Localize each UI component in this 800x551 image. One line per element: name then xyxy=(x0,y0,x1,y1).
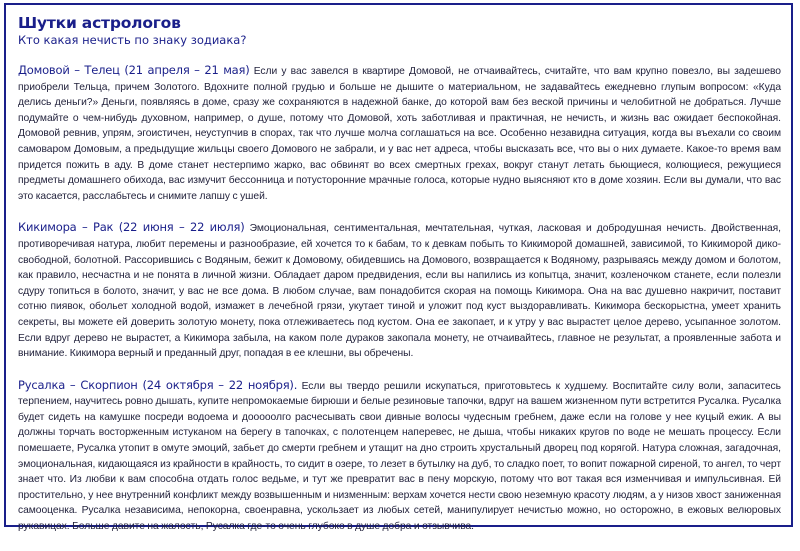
article-content xyxy=(18,14,781,551)
section-heading-kikimora: Кикимора – Рак (22 июня – 22 июля) xyxy=(18,220,245,235)
section-rusalka xyxy=(18,378,781,535)
section-heading-domovoy: Домовой – Телец (21 апреля – 21 мая) xyxy=(18,63,250,77)
section-body-kikimora: Эмоциональная, сентиментальная, мечтательная, чуткая, ласковая и добродушная нечисть. Двойственная, противоречивая натура, любит перемены и разнообразие, ей хочется то к бабам, то к девкам побыть то Кикиморой домашней, зависимой, то Кикиморой дико-свободной, болотной. Рассорившись с Водяным, бежит к Домовому, обидевшись на Домового, возвращается к Водяному, разрываясь между домом и болотом, как правило, несчастна и не понята в личной жизни. Обладает даром предвидения, если вы напились из копытца, значит, козленочком станете, если полезли сдуру топиться в болото, значит, у вас не все дома. В любом случае, вам понадобится скорая на помощь Кикимора. Она на вас душевно накричит, поставит сотню пиявок, обольет холодной водой, измажет в лечебной грязи, укутает тиной и уложит под куст выздоравливать. Кикимора бескорыстна, умеет хранить секреты, вы можете ей доверить золотую монету, пока отлеживаетесь под кустом. Она ее закопает, и к утру у вас вырастет целое дерево, усыпанное золотом. Если вдруг дерево не вырастет, а Кикимора забыла, на каком поле дураков закопала монету, не отчаивайтесь, главное не результат, а проявленные забота и внимание. Кикимора верный и преданный друг, попадая в ее клешни, вы обречены. xyxy=(18,223,781,360)
page-subtitle: Кто какая нечисть по знаку зодиака? xyxy=(18,33,247,47)
page-title: Шутки астрологов xyxy=(18,14,181,32)
section-domovoy xyxy=(18,63,781,204)
section-kikimora xyxy=(18,220,781,361)
section-heading-rusalka: Русалка – Скорпион (24 октября – 22 ноября). xyxy=(18,377,298,392)
article-frame xyxy=(4,3,793,533)
section-body-rusalka: Если вы твердо решили искупаться, приготовьтесь к худшему. Воспитайте силу воли, запаситесь терпением, научитесь ровно дышать, купите непромокаемые бирюши и белые резиновые тапочки, вдруг на вашем жизненном пути встретится Русалка. Русалка будет сидеть на камушке посреди водоема и дооооолго расчесывать свои дивные волосы чудесным гребнем, даже если на голове у нее куцый ежик. А вы должны торчать восторженным истуканом на берегу в тапочках, с полотенцем наперевес, не дыша, чтобы никаких кругов по воде не мешать процессу. Если помешаете, Русалка утопит в омуте эмоций, забьет до смерти гребнем и утащит на дно строить хрустальный дворец под корягой. Натура сложная, загадочная, эмоциональная, кидающаяся из крайности в крайность, то сидит в озере, то лезет в бутылку на дуб, то сладко поет, то вопит пожарной сиреной, то ангел, то черт знает что. Из любви к вам способна отдать голос ведьме, и тут же превратит вас в пену морскую, потому что вот такая вся изменчивая и импульсивная. Ей простительно, у нее внутренний конфликт между возвышенным и низменным: верхам хочется нести свою неземную красоту людям, а у низов хвост заниженная самооценка. Русалка независима, непокорна, своенравна, ускользает из любых сетей, манипулирует нечистью можно, но осторожно, в ежовых велюровых рукавицах. Больше давите на жалость, Русалка где-то очень глубоко в душе добра и отзывчива. xyxy=(18,380,781,533)
section-body-domovoy: Если у вас завелся в квартире Домовой, не отчаивайтесь, считайте, что вам крупно повезло, вы задешево приобрели Тельца, причем Золотого. Вдохните полной грудью и больше не дышите о материальном, не задавайтесь ежедневно глупым вопросом: «Куда делись деньги?» Деньги, появляясь в доме, сразу же сохраняются в надежной банке, до которой вам без веской причины и челобитной не добраться. Лучше подумайте о чем-нибудь духовном, например, о душе, потому что Домовой, хоть заботливая и практичная, не нечисть, и жизнь вас ожидает беспокойная. Домовой ревнив, упрям, эгоистичен, неуступчив в спорах, так что лучше молча соглашаться на все. Особенно незавидна ситуация, когда вы въехали со своим самоваром Домовым, а предыдущие жильцы своего Домового не забрали, и у вас нет адреса, чтобы высказать все, что вы о них думаете. Какое-то время вам придется пожить в аду. В доме станет нестерпимо жарко, вас обвинят во всех смертных грехах, вокруг станут летать бьющиеся, колющиеся, режущиеся предметы домашнего обихода, вас измучит бессонница и потусторонние мрачные голоса, которые нудно выясняют кто в доме хозяин. Если вы думали, что вас это касается, расслабьтесь и снимите лапшу с ушей. xyxy=(18,66,781,202)
